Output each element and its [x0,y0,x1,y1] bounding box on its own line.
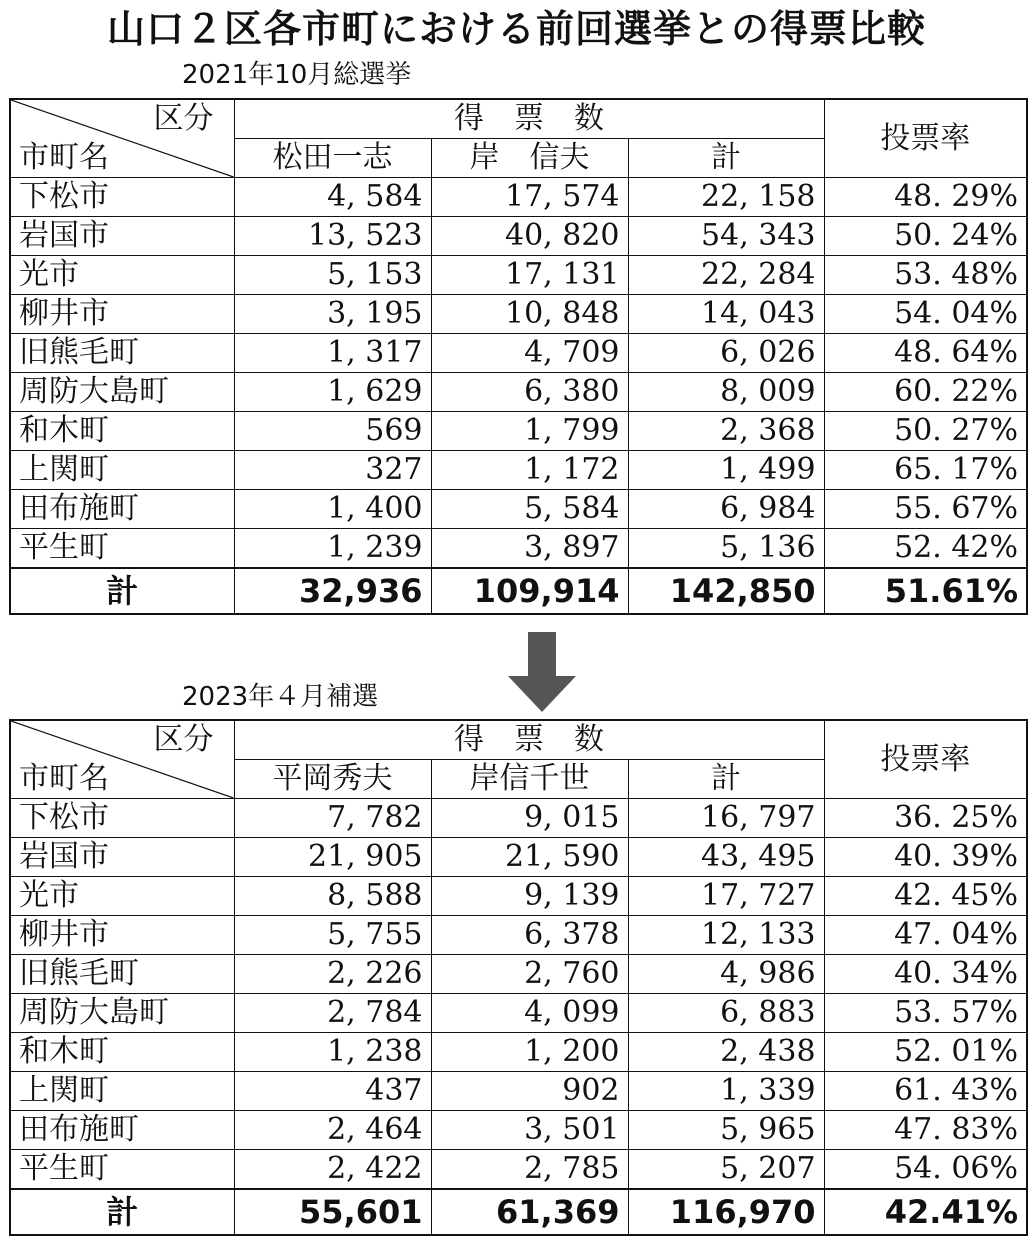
totals-candidate1: 32,936 [234,568,431,614]
candidate1-votes: 2, 464 [234,1111,431,1150]
candidate1-votes: 1, 239 [234,529,431,569]
municipality-name: 柳井市 [10,916,234,955]
totals-total: 116,970 [628,1189,824,1235]
turnout-rate: 54. 04% [824,295,1027,334]
table-row [10,178,1027,217]
candidate2-votes: 21, 590 [431,838,628,877]
candidate1-votes: 21, 905 [234,838,431,877]
totals-candidate1: 55,601 [234,1189,431,1235]
municipality-name: 光市 [10,877,234,916]
header-candidate1: 松田一志 [234,139,431,178]
candidate2-votes: 3, 501 [431,1111,628,1150]
table-row [10,217,1027,256]
candidate2-votes: 6, 378 [431,916,628,955]
total-votes: 8, 009 [628,373,824,412]
total-votes: 54, 343 [628,217,824,256]
municipality-name: 上関町 [10,451,234,490]
header-turnout: 投票率 [824,99,1027,178]
municipality-name: 旧熊毛町 [10,334,234,373]
candidate1-votes: 4, 584 [234,178,431,217]
municipality-name: 上関町 [10,1072,234,1111]
total-votes: 6, 026 [628,334,824,373]
turnout-rate: 36. 25% [824,799,1027,838]
municipality-name: 田布施町 [10,490,234,529]
candidate1-votes: 1, 629 [234,373,431,412]
turnout-rate: 53. 57% [824,994,1027,1033]
header-votes: 得 票 数 [234,720,824,760]
candidate2-votes: 4, 099 [431,994,628,1033]
totals-turnout: 42.41% [824,1189,1027,1235]
total-votes: 16, 797 [628,799,824,838]
municipality-name: 和木町 [10,412,234,451]
candidate2-votes: 40, 820 [431,217,628,256]
candidate2-votes: 4, 709 [431,334,628,373]
header-turnout: 投票率 [824,720,1027,799]
municipality-name: 光市 [10,256,234,295]
turnout-rate: 40. 34% [824,955,1027,994]
candidate1-votes: 13, 523 [234,217,431,256]
total-votes: 22, 158 [628,178,824,217]
table-row [10,334,1027,373]
table-row [10,451,1027,490]
candidate2-votes: 10, 848 [431,295,628,334]
header-corner-cell [10,720,234,799]
turnout-rate: 52. 42% [824,529,1027,569]
municipality-name: 平生町 [10,1150,234,1190]
page-title: 山口２区各市町における前回選挙との得票比較 [106,7,926,51]
candidate2-votes: 17, 131 [431,256,628,295]
table-row [10,256,1027,295]
header-shichomei: 市町名 [19,140,109,175]
header-candidate2: 岸 信夫 [431,139,628,178]
total-votes: 22, 284 [628,256,824,295]
municipality-name: 周防大島町 [10,994,234,1033]
candidate1-votes: 1, 400 [234,490,431,529]
turnout-rate: 52. 01% [824,1033,1027,1072]
candidate2-votes: 1, 172 [431,451,628,490]
table-row [10,1111,1027,1150]
turnout-rate: 50. 27% [824,412,1027,451]
municipality-name: 岩国市 [10,217,234,256]
municipality-name: 和木町 [10,1033,234,1072]
turnout-rate: 50. 24% [824,217,1027,256]
turnout-rate: 40. 39% [824,838,1027,877]
turnout-rate: 54. 06% [824,1150,1027,1190]
candidate1-votes: 437 [234,1072,431,1111]
totals-row [10,1189,1027,1235]
total-votes: 6, 984 [628,490,824,529]
candidate1-votes: 7, 782 [234,799,431,838]
header-kubun: 区分 [153,101,214,136]
total-votes: 12, 133 [628,916,824,955]
table-row [10,295,1027,334]
header-total: 計 [628,760,824,799]
totals-label: 計 [10,1189,234,1235]
total-votes: 2, 368 [628,412,824,451]
municipality-name: 下松市 [10,178,234,217]
total-votes: 1, 339 [628,1072,824,1111]
table-2021-subtitle: 2021年10月総選挙 [182,60,412,90]
turnout-rate: 53. 48% [824,256,1027,295]
header-total: 計 [628,139,824,178]
municipality-name: 柳井市 [10,295,234,334]
candidate1-votes: 5, 153 [234,256,431,295]
totals-candidate2: 109,914 [431,568,628,614]
totals-label: 計 [10,568,234,614]
totals-row [10,568,1027,614]
total-votes: 4, 986 [628,955,824,994]
table-row [10,955,1027,994]
candidate1-votes: 3, 195 [234,295,431,334]
total-votes: 5, 965 [628,1111,824,1150]
table-row [10,916,1027,955]
total-votes: 14, 043 [628,295,824,334]
header-candidate2: 岸信千世 [431,760,628,799]
turnout-rate: 61. 43% [824,1072,1027,1111]
table-2023 [9,719,1028,1236]
candidate1-votes: 327 [234,451,431,490]
candidate2-votes: 1, 200 [431,1033,628,1072]
municipality-name: 下松市 [10,799,234,838]
total-votes: 43, 495 [628,838,824,877]
table-row [10,838,1027,877]
total-votes: 1, 499 [628,451,824,490]
totals-total: 142,850 [628,568,824,614]
table-row [10,490,1027,529]
header-votes: 得 票 数 [234,99,824,139]
turnout-rate: 47. 83% [824,1111,1027,1150]
municipality-name: 田布施町 [10,1111,234,1150]
total-votes: 2, 438 [628,1033,824,1072]
table-row [10,1072,1027,1111]
table-row [10,877,1027,916]
candidate2-votes: 6, 380 [431,373,628,412]
candidate2-votes: 3, 897 [431,529,628,569]
candidate2-votes: 2, 760 [431,955,628,994]
header-shichomei: 市町名 [19,761,109,796]
table-2021 [9,98,1028,615]
candidate1-votes: 1, 238 [234,1033,431,1072]
turnout-rate: 42. 45% [824,877,1027,916]
total-votes: 6, 883 [628,994,824,1033]
candidate2-votes: 1, 799 [431,412,628,451]
table-row [10,1150,1027,1190]
table-2023-subtitle: 2023年４月補選 [182,682,379,712]
header-candidate1: 平岡秀夫 [234,760,431,799]
header-kubun: 区分 [153,722,214,757]
total-votes: 17, 727 [628,877,824,916]
candidate1-votes: 569 [234,412,431,451]
table-row [10,529,1027,569]
candidate2-votes: 5, 584 [431,490,628,529]
table-row [10,412,1027,451]
municipality-name: 平生町 [10,529,234,569]
turnout-rate: 47. 04% [824,916,1027,955]
candidate2-votes: 9, 139 [431,877,628,916]
total-votes: 5, 136 [628,529,824,569]
candidate1-votes: 8, 588 [234,877,431,916]
down-arrow-icon [508,632,576,712]
candidate1-votes: 2, 226 [234,955,431,994]
totals-turnout: 51.61% [824,568,1027,614]
municipality-name: 岩国市 [10,838,234,877]
turnout-rate: 48. 29% [824,178,1027,217]
turnout-rate: 55. 67% [824,490,1027,529]
turnout-rate: 60. 22% [824,373,1027,412]
candidate2-votes: 2, 785 [431,1150,628,1190]
candidate2-votes: 9, 015 [431,799,628,838]
total-votes: 5, 207 [628,1150,824,1190]
turnout-rate: 48. 64% [824,334,1027,373]
turnout-rate: 65. 17% [824,451,1027,490]
table-row [10,373,1027,412]
header-corner-cell [10,99,234,178]
municipality-name: 周防大島町 [10,373,234,412]
table-row [10,799,1027,838]
candidate2-votes: 902 [431,1072,628,1111]
table-row [10,994,1027,1033]
totals-candidate2: 61,369 [431,1189,628,1235]
candidate1-votes: 1, 317 [234,334,431,373]
candidate1-votes: 5, 755 [234,916,431,955]
municipality-name: 旧熊毛町 [10,955,234,994]
candidate1-votes: 2, 422 [234,1150,431,1190]
candidate2-votes: 17, 574 [431,178,628,217]
candidate1-votes: 2, 784 [234,994,431,1033]
table-row [10,1033,1027,1072]
